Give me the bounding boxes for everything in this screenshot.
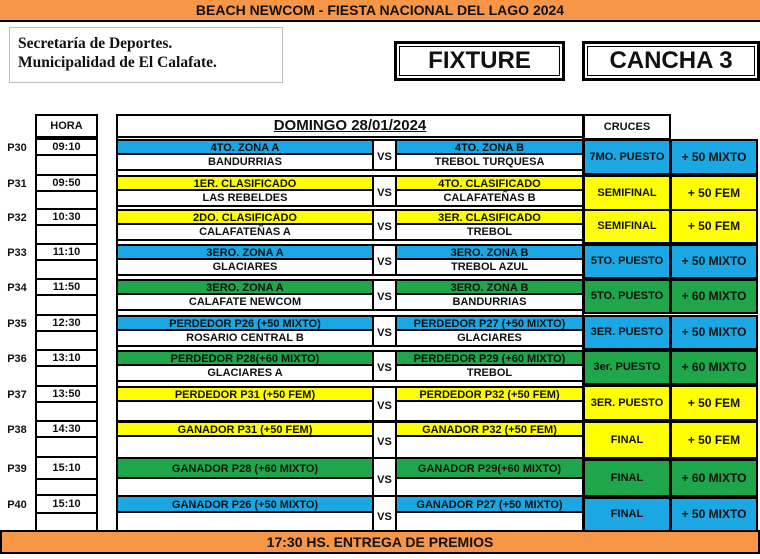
home-team: ROSARIO CENTRAL B (118, 331, 372, 347)
vs-label: VS (372, 209, 397, 241)
match-id: P30 (7, 142, 27, 154)
round-cell: 5TO. PUESTO (583, 279, 671, 314)
match-time: 12:30 (35, 314, 98, 332)
away-team: BANDURRIAS (397, 295, 582, 311)
home-team: GLACIARES A (118, 366, 372, 382)
match-time: 14:30 (35, 420, 98, 438)
home-team (118, 402, 372, 422)
home-slot: 3ERO. ZONA A (118, 244, 372, 260)
away-slot: 4TO. CLASIFICADO (397, 175, 582, 191)
home-team: LAS REBELDES (118, 191, 372, 207)
match-id: P31 (7, 178, 27, 190)
home-slot: GANADOR P26 (+50 MIXTO) (118, 495, 372, 513)
category-cell: + 50 MIXTO (670, 315, 758, 350)
match-time: 09:50 (35, 174, 98, 192)
round-cell: SEMIFINAL (583, 209, 671, 244)
home-slot: PERDEDOR P28(+60 MIXTO) (118, 350, 372, 366)
away-slot: 3ERO. ZONA B (397, 279, 582, 295)
vs-label: VS (372, 421, 397, 459)
match-time: 15:10 (35, 456, 98, 480)
vs-label: VS (372, 386, 397, 422)
home-slot: 3ERO. ZONA A (118, 279, 372, 295)
away-slot: GANADOR P27 (+50 MIXTO) (397, 495, 582, 513)
organizer-line-2: Municipalidad de El Calafate. (18, 54, 217, 71)
away-slot: PERDEDOR P27 (+50 MIXTO) (397, 315, 582, 331)
hora-header: HORA (35, 114, 98, 138)
category-cell: + 50 FEM (670, 175, 758, 211)
away-team: TREBOL (397, 225, 582, 241)
away-team: CALAFATEÑAS B (397, 191, 582, 207)
match-id: P38 (7, 424, 27, 436)
home-slot: 4TO. ZONA A (118, 139, 372, 155)
away-team: GLACIARES (397, 331, 582, 347)
round-cell: 5TO. PUESTO (583, 244, 671, 279)
vs-label: VS (372, 244, 397, 276)
match-time: 10:30 (35, 208, 98, 226)
away-slot: 4TO. ZONA B (397, 139, 582, 155)
category-cell: + 50 FEM (670, 209, 758, 244)
home-slot: PERDEDOR P31 (+50 FEM) (118, 386, 372, 402)
round-cell: 3er. PUESTO (583, 350, 671, 385)
away-slot: PERDEDOR P32 (+50 FEM) (397, 386, 582, 402)
away-slot: 3ERO. ZONA B (397, 244, 582, 260)
category-cell: + 50 FEM (670, 385, 758, 421)
vs-label: VS (372, 457, 397, 499)
match-id: P33 (7, 247, 27, 259)
round-cell: 7MO. PUESTO (583, 139, 671, 175)
event-banner: BEACH NEWCOM - FIESTA NACIONAL DEL LAGO 2024 (0, 0, 760, 22)
home-slot: 2DO. CLASIFICADO (118, 209, 372, 225)
vs-label: VS (372, 350, 397, 382)
vs-label: VS (372, 495, 397, 535)
vs-label: VS (372, 315, 397, 347)
home-team: CALAFATE NEWCOM (118, 295, 372, 311)
date-header: DOMINGO 28/01/2024 (116, 114, 584, 138)
match-time: 11:10 (35, 243, 98, 261)
vs-label: VS (372, 279, 397, 311)
home-team: CALAFATEÑAS A (118, 225, 372, 241)
away-team: TREBOL AZUL (397, 260, 582, 276)
home-slot: GANADOR P31 (+50 FEM) (118, 421, 372, 437)
away-team: TREBOL TURQUESA (397, 155, 582, 171)
away-team (397, 402, 582, 422)
round-cell: 3ER. PUESTO (583, 315, 671, 350)
match-time: 13:50 (35, 385, 98, 403)
category-cell: + 50 MIXTO (670, 139, 758, 175)
round-cell: FINAL (583, 459, 671, 497)
home-slot: PERDEDOR P26 (+50 MIXTO) (118, 315, 372, 331)
round-cell: FINAL (583, 497, 671, 532)
match-id: P36 (7, 353, 27, 365)
cruces-header: CRUCES (583, 114, 671, 140)
match-id: P40 (7, 499, 27, 511)
category-cell: + 60 MIXTO (670, 459, 758, 497)
vs-label: VS (372, 175, 397, 207)
category-cell: + 50 MIXTO (670, 497, 758, 532)
organizer-box (9, 27, 283, 83)
match-id: P37 (7, 389, 27, 401)
fixture-title: FIXTURE (394, 41, 565, 81)
round-cell: SEMIFINAL (583, 175, 671, 211)
category-cell: + 50 FEM (670, 421, 758, 459)
match-id: P35 (7, 318, 27, 330)
home-team: GLACIARES (118, 260, 372, 276)
court-title: CANCHA 3 (582, 41, 760, 81)
away-team (397, 437, 582, 459)
round-cell: 3ER. PUESTO (583, 385, 671, 421)
away-slot: PERDEDOR P29 (+60 MIXTO) (397, 350, 582, 366)
match-time: 11:50 (35, 278, 98, 296)
awards-footer: 17:30 HS. ENTREGA DE PREMIOS (0, 530, 760, 554)
organizer-line-1: Secretaría de Deportes. (18, 35, 173, 52)
category-cell: + 50 MIXTO (670, 244, 758, 279)
vs-label: VS (372, 139, 397, 171)
match-time: 13:10 (35, 349, 98, 367)
away-slot: GANADOR P29(+60 MIXTO) (397, 457, 582, 479)
home-team (118, 437, 372, 459)
away-team: TREBOL (397, 366, 582, 382)
match-id: P34 (7, 282, 27, 294)
away-slot: GANADOR P32 (+50 FEM) (397, 421, 582, 437)
away-slot: 3ER. CLASIFICADO (397, 209, 582, 225)
match-time: 09:10 (35, 138, 98, 156)
match-id: P32 (7, 212, 27, 224)
home-slot: 1ER. CLASIFICADO (118, 175, 372, 191)
home-team: BANDURRIAS (118, 155, 372, 171)
match-id: P39 (7, 463, 27, 475)
category-cell: + 60 MIXTO (670, 279, 758, 314)
match-time: 15:10 (35, 494, 98, 514)
round-cell: FINAL (583, 421, 671, 459)
home-slot: GANADOR P28 (+60 MIXTO) (118, 457, 372, 479)
category-cell: + 60 MIXTO (670, 350, 758, 385)
